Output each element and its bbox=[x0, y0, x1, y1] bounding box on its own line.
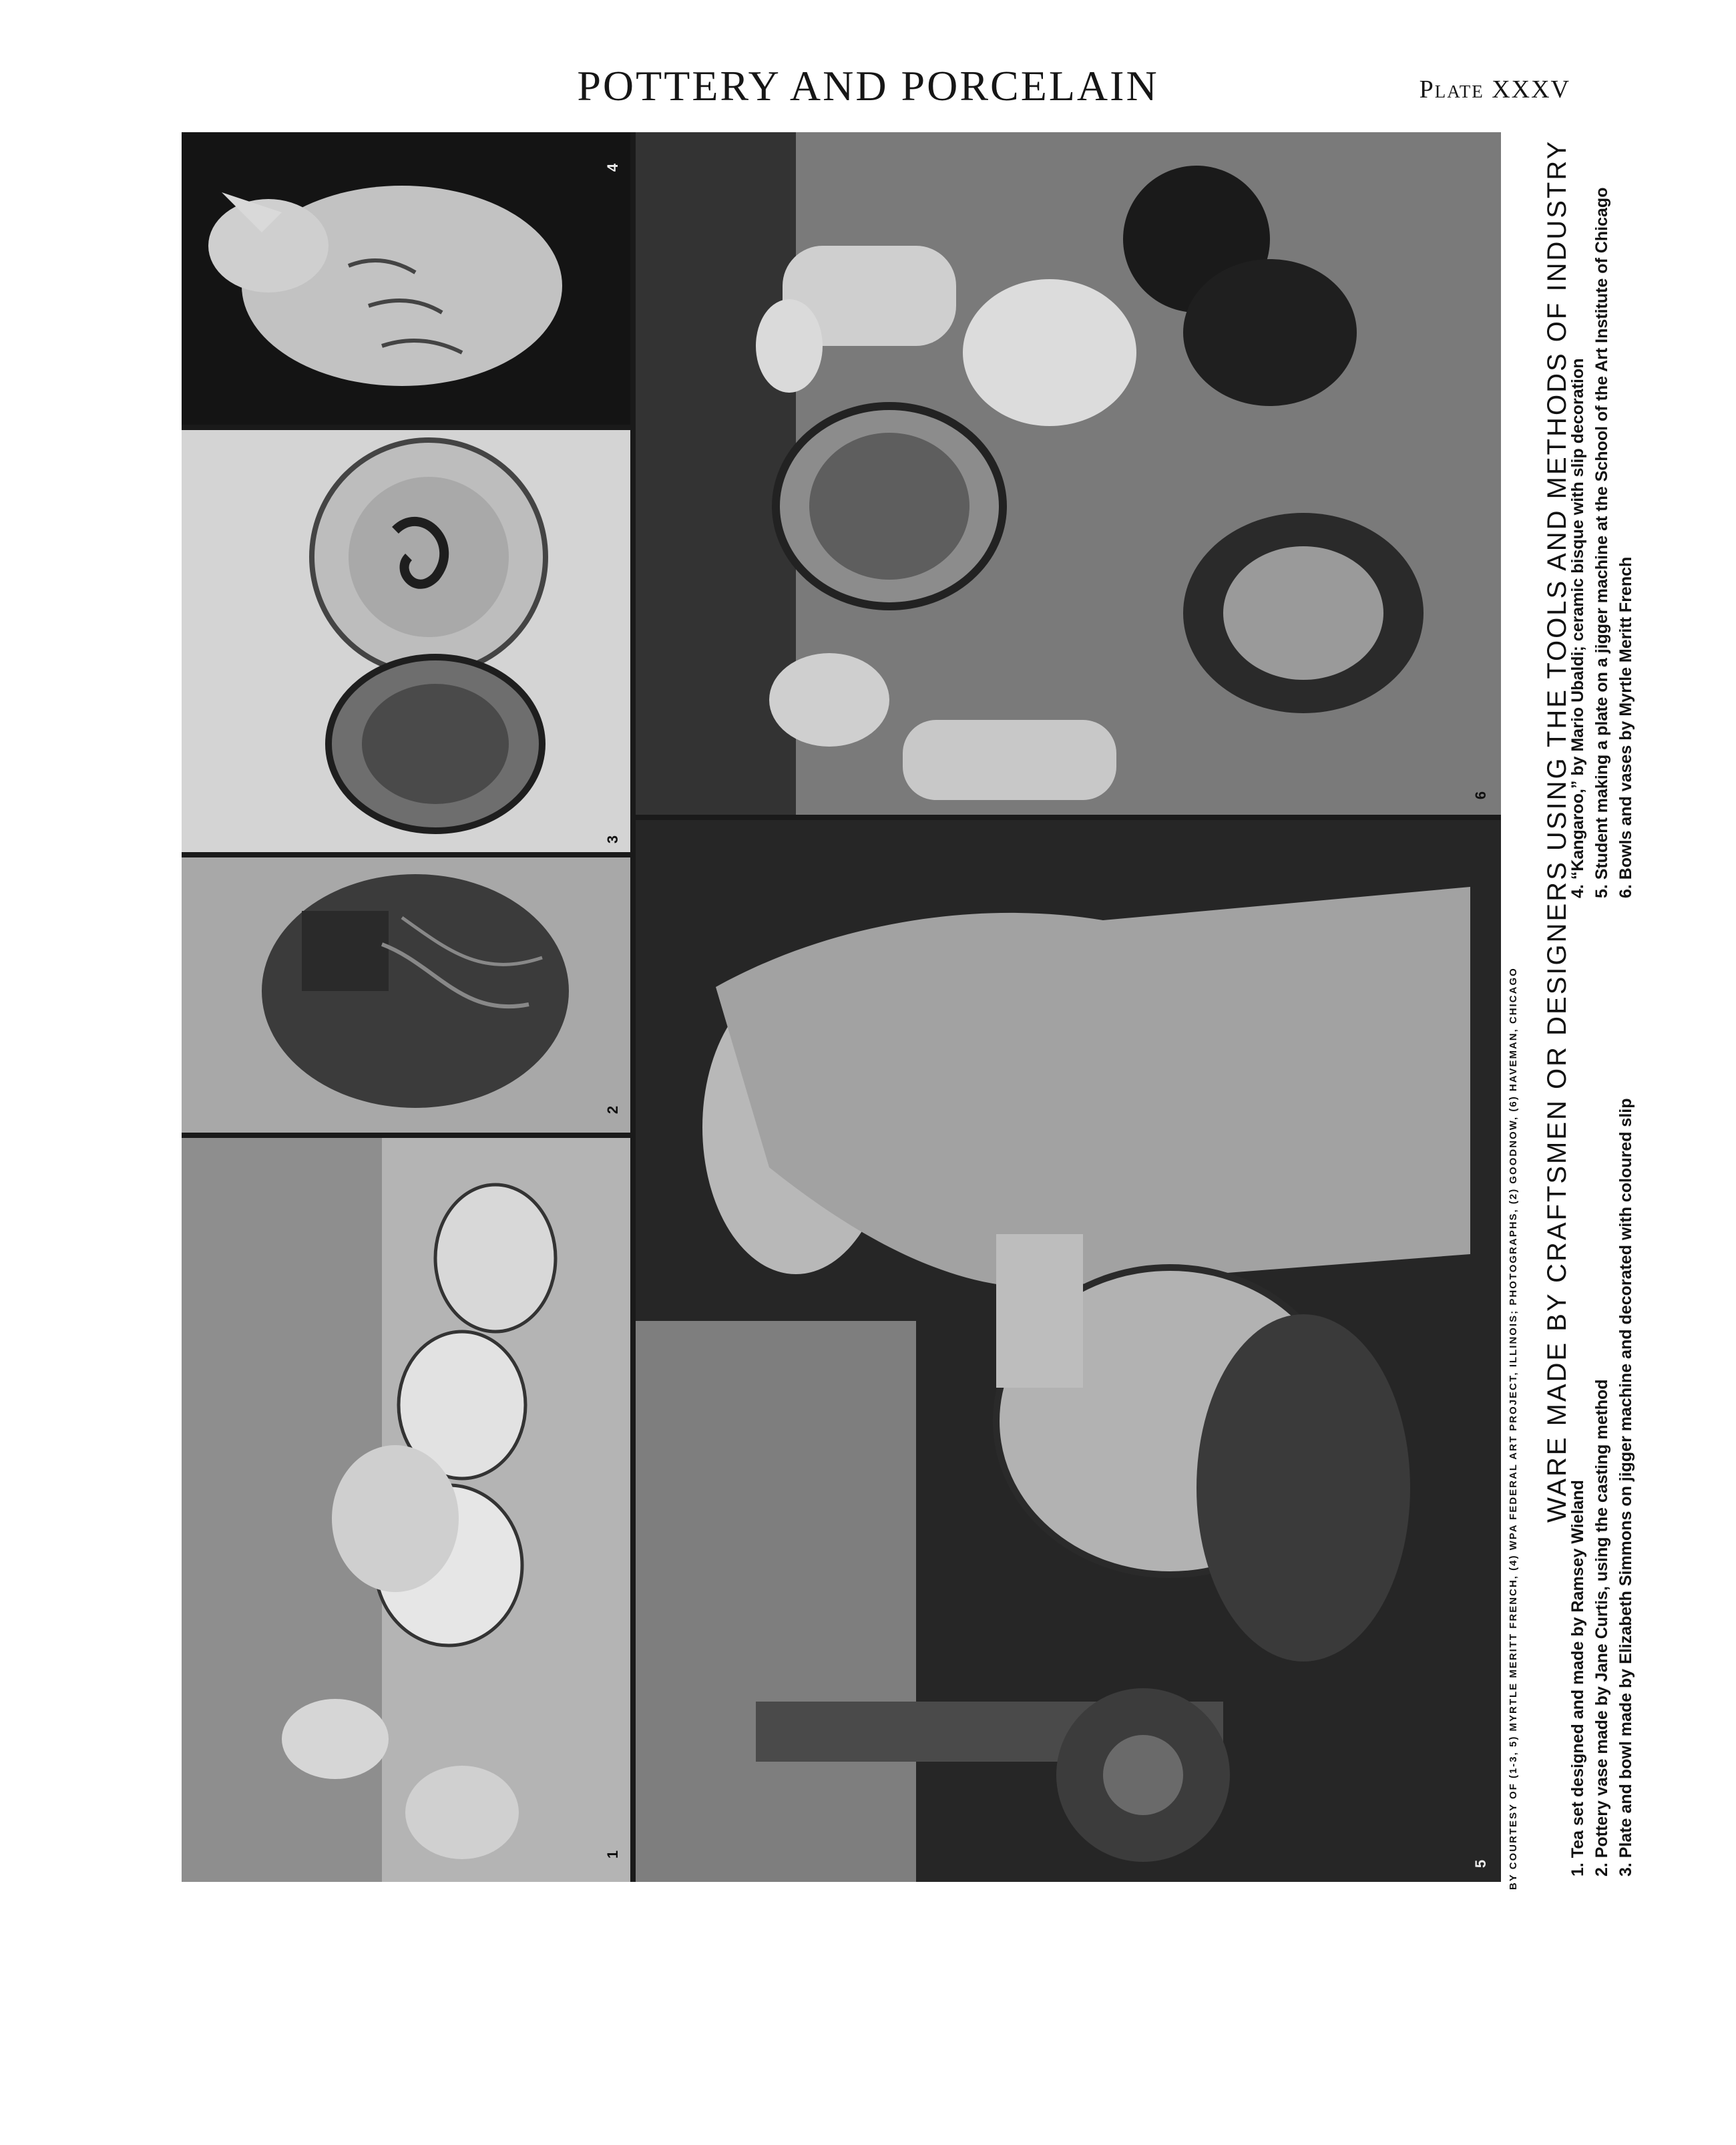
jigger-machine-image bbox=[636, 820, 1501, 1882]
captions-right bbox=[1566, 188, 1638, 898]
caption-1: 1. Tea set designed and made by Ramsey Wieland bbox=[1568, 1480, 1587, 1877]
photo-2-vase bbox=[182, 857, 630, 1133]
photo-plate bbox=[182, 132, 1501, 1882]
caption-2: 2. Pottery vase made by Jane Curtis, using the casting method bbox=[1592, 1379, 1611, 1877]
caption-3: 3. Plate and bowl made by Elizabeth Simmons on jigger machine and decorated with coloured slip bbox=[1616, 1098, 1635, 1877]
vase-image bbox=[182, 857, 630, 1133]
captions-left bbox=[1566, 1098, 1638, 1877]
photo-1-tea-set bbox=[182, 1138, 630, 1882]
kangaroo-image bbox=[182, 132, 630, 425]
photo-4-kangaroo bbox=[182, 132, 630, 425]
bowls-and-vases-image bbox=[636, 132, 1501, 815]
photo-5-jigger-machine bbox=[636, 820, 1501, 1882]
photo-number: 2 bbox=[604, 1105, 622, 1115]
page-title: POTTERY AND PORCELAIN bbox=[577, 62, 1159, 110]
plate-and-bowl-image bbox=[182, 430, 630, 852]
photo-number: 1 bbox=[604, 1850, 622, 1859]
photo-number: 3 bbox=[604, 835, 622, 844]
caption-5: 5. Student making a plate on a jigger machine at the School of the Art Institute of Chicago bbox=[1592, 187, 1611, 898]
caption-4: 4. “Kangaroo,” by Mario Ubaldi; ceramic bisque with slip decoration bbox=[1568, 358, 1587, 898]
plate-headline: WARE MADE BY CRAFTSMEN OR DESIGNERS USING THE TOOLS AND METHODS OF INDUSTRY bbox=[1542, 139, 1572, 1523]
plate-number: Plate XXXV bbox=[1419, 75, 1570, 104]
photo-6-bowls-and-vases bbox=[636, 132, 1501, 815]
tea-set-image bbox=[182, 1138, 630, 1882]
photo-3-plate-and-bowl bbox=[182, 430, 630, 852]
photo-credit: BY COURTESY OF (1-3, 5) MYRTLE MERITT FRENCH, (4) WPA FEDERAL ART PROJECT, ILLINOIS; PHOTOGRAPHS, (2) GOODNOW, (6) HAVEMAN, CHICAGO bbox=[1508, 967, 1519, 1890]
photo-number: 6 bbox=[1472, 791, 1490, 800]
photo-number: 4 bbox=[604, 163, 622, 172]
caption-6: 6. Bowls and vases by Myrtle Meritt French bbox=[1616, 556, 1635, 898]
photo-number: 5 bbox=[1472, 1859, 1490, 1869]
